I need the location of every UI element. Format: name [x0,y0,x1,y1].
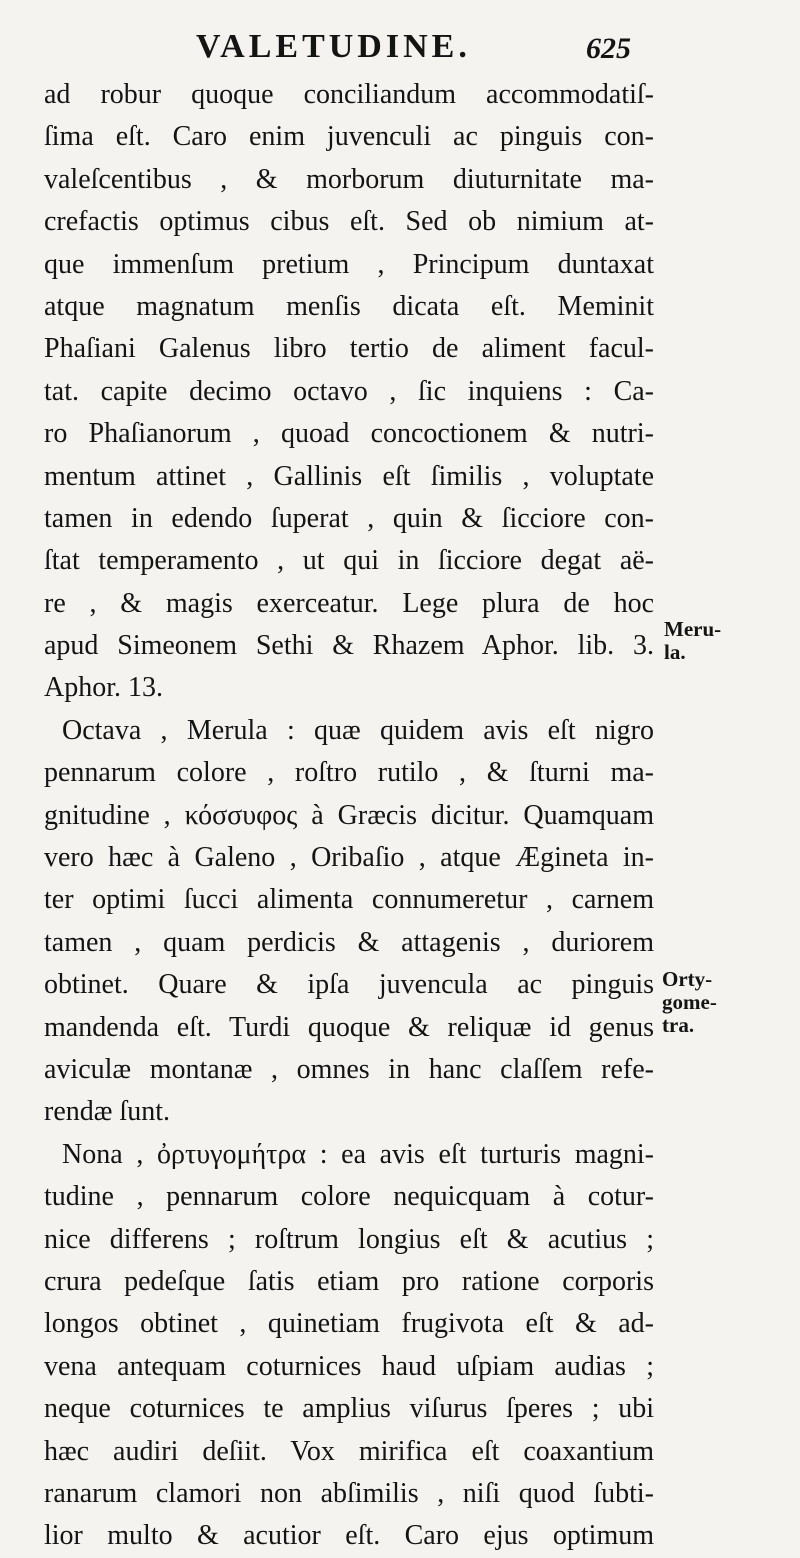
text-line: pennarum colore , roſtro rutilo , & ſturni ma- [44,757,654,789]
page-number: 625 [586,32,631,65]
text-line: valeſcentibus , & morborum diuturnitate ma- [44,163,654,195]
margin-note-merula [664,618,721,664]
text-line: ſtat temperamento , ut qui in ſicciore degat aë- [44,545,654,577]
text-line: Aphor. 13. [44,672,163,704]
text-line: ranarum clamori non abſimilis , niſi quod ſubti- [44,1477,654,1509]
margin-note-ortygometra [662,968,717,1037]
running-title: VALETUDINE. [196,28,471,65]
text-line: ter optimi ſucci alimenta connumeretur , carnem [44,884,654,916]
text-line: lior multo & acutior eſt. Caro ejus optimum [44,1520,654,1552]
text-line: longos obtinet , quinetiam frugivota eſt & ad- [44,1308,654,1340]
text-line: crefactis optimus cibus eſt. Sed ob nimium at- [44,206,654,238]
text-line: mentum attinet , Gallinis eſt ſimilis , voluptate [44,460,654,492]
text-line: Octava , Merula : quæ quidem avis eſt nigro [62,714,654,746]
body-text [44,74,654,1558]
text-line: que immenſum pretium , Principum duntaxat [44,248,654,280]
text-line: nice differens ; roſtrum longius eſt & acutius ; [44,1223,654,1255]
text-line: ſima eſt. Caro enim juvenculi ac pinguis con- [44,121,654,153]
margin-note-line: Orty- [662,967,713,991]
text-line: aviculæ montanæ , omnes in hanc claſſem refe- [44,1053,654,1085]
text-line: crura pedeſque ſatis etiam pro ratione corporis [44,1265,654,1297]
text-line: tamen , quam perdicis & attagenis , duriorem [44,926,654,958]
text-line: neque coturnices te amplius viſurus ſperes ; ubi [44,1393,654,1425]
text-line: mandenda eſt. Turdi quoque & reliquæ id genus [44,1011,654,1043]
running-head [0,28,800,68]
text-line: ad robur quoque conciliandum accommodatiſ- [44,79,654,110]
text-line: tamen in edendo ſuperat , quin & ſicciore con- [44,502,654,534]
text-line: Phaſiani Galenus libro tertio de aliment facul- [44,333,654,365]
margin-note-line: tra. [662,1013,695,1037]
text-line: atque magnatum menſis dicata eſt. Meminit [44,290,654,322]
text-line: ro Phaſianorum , quoad concoctionem & nutri- [44,418,654,450]
text-line: apud Simeonem Sethi & Rhazem Aphor. lib. 3. [44,630,654,662]
text-line: tat. capite decimo octavo , ſic inquiens : Ca- [44,375,654,407]
text-line: vero hæc à Galeno , Oribaſio , atque Ægineta in- [44,842,654,874]
text-line: obtinet. Quare & ipſa juvencula ac pinguis [44,969,654,1001]
text-line: tudine , pennarum colore nequicquam à cotur- [44,1181,654,1213]
margin-note-line: Meru- [664,617,722,641]
margin-note-line: la. [664,640,686,664]
margin-note-line: gome- [662,990,717,1014]
text-line: vena antequam coturnices haud uſpiam audias ; [44,1350,654,1382]
text-line: Nona , ὀρτυγομήτρα : ea avis eſt turturis magni- [62,1138,654,1170]
text-line: hæc audiri deſiit. Vox mirifica eſt coaxantium [44,1435,654,1467]
text-line: gnitudine , κόσσυφος à Græcis dicitur. Quamquam [44,799,654,831]
text-line: rendæ ſunt. [44,1096,170,1128]
text-line: re , & magis exerceatur. Lege plura de hoc [44,587,654,619]
